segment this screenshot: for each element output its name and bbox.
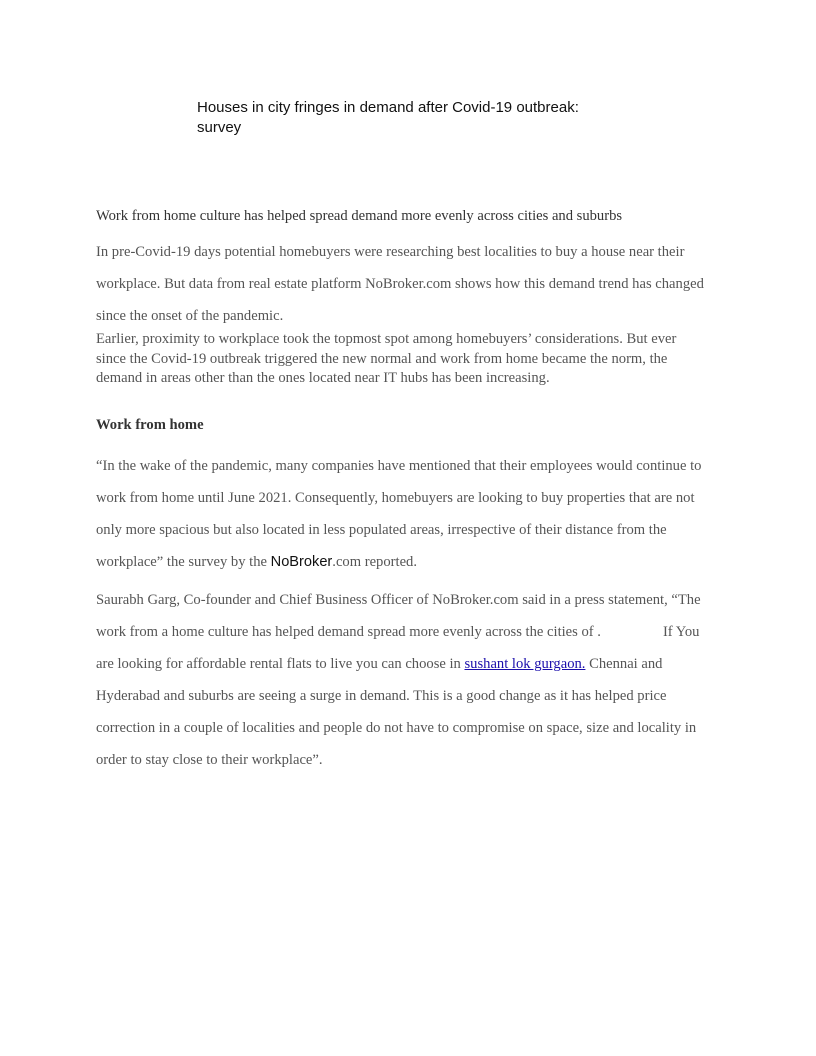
section-heading: Work from home — [96, 417, 204, 433]
paragraph-line: only more spacious but also located in less populated areas, irrespective of their distance from the — [96, 522, 667, 538]
paragraph-line: since the onset of the pandemic. — [96, 308, 284, 324]
paragraph-line: demand in areas other than the ones located near IT hubs has been increasing. — [96, 370, 550, 386]
brand-name: NoBroker — [270, 554, 333, 570]
paragraph-line: correction in a couple of localities and people do not have to compromise on space, size and locality in — [96, 720, 697, 736]
article-title-line-2: survey — [197, 119, 242, 136]
article-title — [197, 98, 617, 138]
text-segment: workplace” the survey by the — [96, 554, 271, 570]
article-title-line-1: Houses in city fringes in demand after Covid-19 outbreak: — [197, 99, 579, 116]
paragraph-proximity — [96, 330, 720, 389]
article-subheadline: Work from home culture has helped spread demand more evenly across cities and suburbs — [96, 208, 623, 224]
paragraph-line: Earlier, proximity to workplace took the topmost spot among homebuyers’ considerations. But ever — [96, 331, 677, 347]
text-segment: .com reported. — [332, 554, 417, 570]
paragraph-line: order to stay close to their workplace”. — [96, 752, 323, 768]
paragraph-line: workplace. But data from real estate platform NoBroker.com shows how this demand trend has changed — [96, 276, 704, 292]
text-segment: If You — [662, 624, 700, 640]
paragraph-line — [96, 648, 720, 680]
paragraph-line: “In the wake of the pandemic, many companies have mentioned that their employees would continue to — [96, 458, 702, 474]
paragraph-line: work from home until June 2021. Consequently, homebuyers are looking to buy properties that are not — [96, 490, 695, 506]
paragraph-line: since the Covid-19 outbreak triggered the new normal and work from home became the norm, the — [96, 350, 668, 367]
text-segment: Chennai and — [585, 656, 663, 672]
paragraph-line: In pre-Covid-19 days potential homebuyers were researching best localities to buy a house near their — [96, 244, 685, 260]
paragraph-intro — [96, 236, 720, 332]
text-segment: work from a home culture has helped demand spread more evenly across the cities of . — [96, 624, 601, 640]
sushant-lok-gurgaon-link[interactable]: sushant lok gurgaon. — [464, 656, 586, 672]
paragraph-line — [96, 616, 720, 648]
paragraph-line: Saurabh Garg, Co-founder and Chief Business Officer of NoBroker.com said in a press statement, “The — [96, 592, 701, 608]
text-segment: are looking for affordable rental flats to live you can choose in — [96, 656, 465, 672]
paragraph-survey-quote — [96, 450, 720, 578]
paragraph-line — [96, 546, 720, 578]
paragraph-press-statement — [96, 584, 720, 776]
paragraph-line: Hyderabad and suburbs are seeing a surge in demand. This is a good change as it has helped price — [96, 688, 667, 704]
